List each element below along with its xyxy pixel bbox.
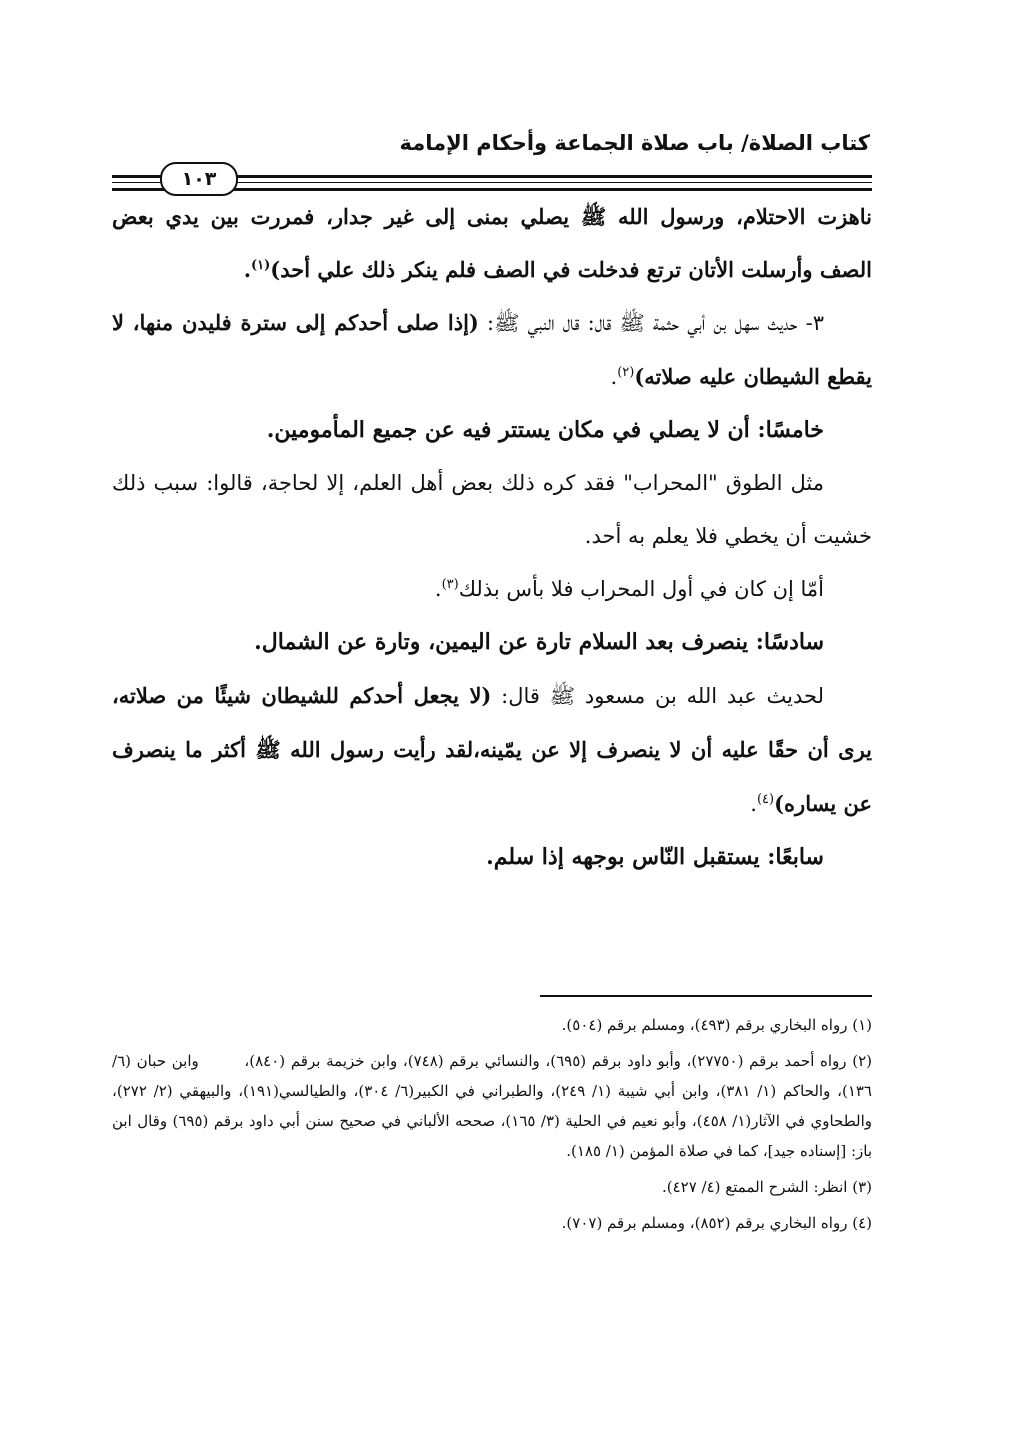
hadith-ibn-masud-quote: (لا يجعل أحدكم للشيطان شيئًا من صلاته، يرى أن حقًا عليه أن لا ينصرف إلا عن يمّينه،لقد رأيت رسول الله ﷺ أكثر ما ينصرف عن يساره)	[112, 683, 872, 816]
paragraph-7: لحديث عبد الله بن مسعود ﷺ قال: (لا يجعل أحدكم للشيطان شيئًا من صلاته، يرى أن حقًا عليه أن لا ينصرف إلا عن يمّينه،لقد رأيت رسول الله ﷺ أكثر ما ينصرف عن يساره)$^{(٤)}$.	[112, 683, 872, 816]
paragraph-1: ناهزت الاحتلام، ورسول الله ﷺ يصلي بمنى إلى غير جدار، فمررت بين يدي بعض الصف وأرسلت الأتان ترتع فدخلت في الصف فلم ينكر ذلك علي أحد)$^{(١)}$.	[112, 204, 872, 282]
footnote-2-continuation: وابن حبان (٦/ ١٣٦)، والحاكم (١/ ٣٨١)، وابن أبي شيبة (١/ ٢٤٩)، والطبراني في الكبير(٦/ ٣٠٤)، والطيالسي(١٩١)، والبيهقي (٢/ ٢٧٢)، والطحاوي في الآثار(١/ ٤٥٨)، وأبو نعيم في الحلية (٣/ ١٦٥)، صححه الألباني في صحيح سنن أبي داود برقم (٦٩٥) وقال ابن باز: [إسناده جيد]، كما في صلاة المؤمن (١/ ١٨٥).	[112, 1052, 873, 1160]
footnote-ref-1: (١)	[251, 258, 271, 273]
paragraph-4: مثل الطوق "المحراب" فقد كره ذلك بعض أهل العلم، إلا لحاجة، قالوا: سبب ذلك خشيت أن يخطي فلا يعلم به أحد.	[112, 471, 872, 548]
running-title: كتاب الصلاة/ باب صلاة الجماعة وأحكام الإمامة	[399, 131, 870, 155]
mihrab-note: أمّا إن كان في أول المحراب فلا بأس بذلك	[458, 577, 824, 601]
heading-sixth: سادسًا: ينصرف بعد السلام تارة عن اليمين، وتارة عن الشمال.	[254, 629, 824, 655]
footnotes	[112, 1010, 872, 1244]
footnote-1: (١) رواه البخاري برقم (٤٩٣)، ومسلم برقم (٥٠٤).	[561, 1016, 872, 1034]
hadith-ibn-masud-intro: لحديث عبد الله بن مسعود ﷺ قال:	[501, 684, 824, 708]
page-number: ١٠٣	[160, 162, 238, 196]
footnote-2-line-1: (٢) رواه أحمد برقم (٢٧٧٥٠)، وأبو داود برقم (٦٩٥)، والنسائي برقم (٧٤٨)، وابن خزيمة برقم (٨٤٠)،	[244, 1052, 873, 1070]
heading-fifth: خامسًا: أن لا يصلي في مكان يستتر فيه عن جميع المأمومين.	[266, 417, 824, 443]
footnote-4: (٤) رواه البخاري برقم (٨٥٢)، ومسلم برقم (٧٠٧).	[561, 1214, 872, 1232]
footnote-3: (٣) انظر: الشرح الممتع (٤/ ٤٢٧).	[661, 1178, 872, 1196]
footnote-ref-3: (٣)	[441, 577, 459, 592]
footnote-2	[112, 1046, 872, 1166]
footnote-ref-4: (٤)	[756, 792, 775, 807]
hadith-3-intro: ٣- حديث سهل بن أبي حثمة ﷺ قال: قال النبي ﷺ:	[487, 311, 824, 335]
body-text	[112, 190, 872, 884]
paragraph-2: ٣- حديث سهل بن أبي حثمة ﷺ قال: قال النبي ﷺ: (إذا صلى أحدكم إلى سترة فليدن منها، لا يقطع الشيطان عليه صلاته)$^{(٢)}$.	[112, 310, 872, 389]
footnote-separator	[540, 995, 872, 997]
heading-seventh: سابعًا: يستقبل النّاس بوجهه إذا سلم.	[486, 844, 824, 870]
paragraph-5: أمّا إن كان في أول المحراب فلا بأس بذلك$^{(٣)}$.	[434, 577, 824, 601]
hadith-3-quote: (إذا صلى أحدكم إلى سترة فليدن منها، لا يقطع الشيطان عليه صلاته)	[112, 310, 872, 389]
hadith-continuation: ناهزت الاحتلام، ورسول الله ﷺ يصلي بمنى إلى غير جدار، فمررت بين يدي بعض الصف وأرسلت الأتان ترتع فدخلت في الصف فلم ينكر ذلك علي أحد)	[112, 204, 872, 282]
footnote-ref-2: (٢)	[617, 365, 635, 380]
